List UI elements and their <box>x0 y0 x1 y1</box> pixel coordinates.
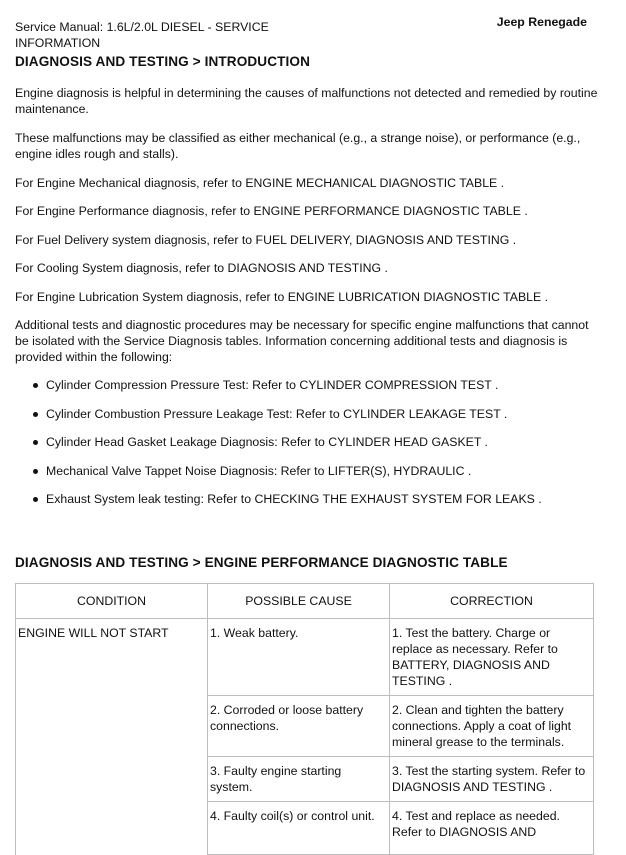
list-item-text: Cylinder Compression Pressure Test: Refer to CYLINDER COMPRESSION TEST . <box>46 378 499 392</box>
section-title-introduction: DIAGNOSIS AND TESTING > INTRODUCTION <box>15 54 310 69</box>
bullet-icon <box>33 383 38 388</box>
bullet-icon <box>33 440 38 445</box>
correction-cell: 2. Clean and tighten the battery connections. Apply a coat of light mineral grease to the terminals. <box>390 696 594 757</box>
cause-cell: 1. Weak battery. <box>208 619 390 696</box>
correction-cell: 1. Test the battery. Charge or replace as necessary. Refer to BATTERY, DIAGNOSIS AND TESTING . <box>390 619 594 696</box>
vehicle-name: Jeep Renegade <box>496 15 587 29</box>
paragraph-additional-tests: Additional tests and diagnostic procedures may be necessary for specific engine malfunctions that cannot be isolated with the Service Diagnosis tables. Information concerning additional tests and diagnosis is provided within the following: <box>15 318 589 364</box>
list-item-text: Exhaust System leak testing: Refer to CHECKING THE EXHAUST SYSTEM FOR LEAKS . <box>46 492 542 507</box>
correction-cell: 4. Test and replace as needed. Refer to DIAGNOSIS AND <box>390 802 594 855</box>
condition-cell: ENGINE WILL NOT START <box>16 619 208 855</box>
table-header-row <box>16 584 594 619</box>
section-title-performance-table: DIAGNOSIS AND TESTING > ENGINE PERFORMANCE DIAGNOSTIC TABLE <box>15 555 508 570</box>
bullet-icon <box>33 497 38 502</box>
column-header-condition: CONDITION <box>16 584 208 619</box>
paragraph-engine-performance-ref: For Engine Performance diagnosis, refer to ENGINE PERFORMANCE DIAGNOSTIC TABLE . <box>15 204 528 218</box>
list-item-text: Cylinder Combustion Pressure Leakage Test: Refer to CYLINDER LEAKAGE TEST . <box>46 406 508 421</box>
paragraph: These malfunctions may be classified as either mechanical (e.g., a strange noise), or performance (e.g., engine idles rough and stalls). <box>15 131 581 161</box>
paragraph-lubrication-ref: For Engine Lubrication System diagnosis, refer to ENGINE LUBRICATION DIAGNOSTIC TABLE . <box>15 290 549 304</box>
correction-cell: 3. Test the starting system. Refer to DIAGNOSIS AND TESTING . <box>390 757 594 802</box>
cause-cell: 2. Corroded or loose battery connections. <box>208 696 390 757</box>
column-header-correction: CORRECTION <box>390 584 594 619</box>
list-item <box>0 490 600 519</box>
list-item <box>0 433 600 462</box>
column-header-possible-cause: POSSIBLE CAUSE <box>208 584 390 619</box>
paragraph: Engine diagnosis is helpful in determining the causes of malfunctions not detected and remedied by routine maintenance. <box>15 86 598 116</box>
list-item <box>0 462 600 491</box>
cause-cell: 4. Faulty coil(s) or control unit. <box>208 802 390 855</box>
list-item <box>0 405 600 434</box>
table-row <box>16 619 594 696</box>
engine-performance-diagnostic-table <box>15 583 594 855</box>
paragraph-fuel-delivery-ref: For Fuel Delivery system diagnosis, refer to FUEL DELIVERY, DIAGNOSIS AND TESTING . <box>15 233 517 247</box>
cause-cell: 3. Faulty engine starting system. <box>208 757 390 802</box>
bullet-icon <box>33 469 38 474</box>
paragraph-engine-mechanical-ref: For Engine Mechanical diagnosis, refer to ENGINE MECHANICAL DIAGNOSTIC TABLE . <box>15 176 505 190</box>
additional-tests-list <box>0 376 600 519</box>
paragraph-cooling-ref: For Cooling System diagnosis, refer to DIAGNOSIS AND TESTING . <box>15 261 388 275</box>
bullet-icon <box>33 412 38 417</box>
list-item <box>0 376 600 405</box>
list-item-text: Mechanical Valve Tappet Noise Diagnosis: Refer to LIFTER(S), HYDRAULIC . <box>46 463 472 478</box>
manual-title: Service Manual: 1.6L/2.0L DIESEL - SERVICE INFORMATION <box>15 20 269 50</box>
list-item-text: Cylinder Head Gasket Leakage Diagnosis: Refer to CYLINDER HEAD GASKET . <box>46 435 488 450</box>
